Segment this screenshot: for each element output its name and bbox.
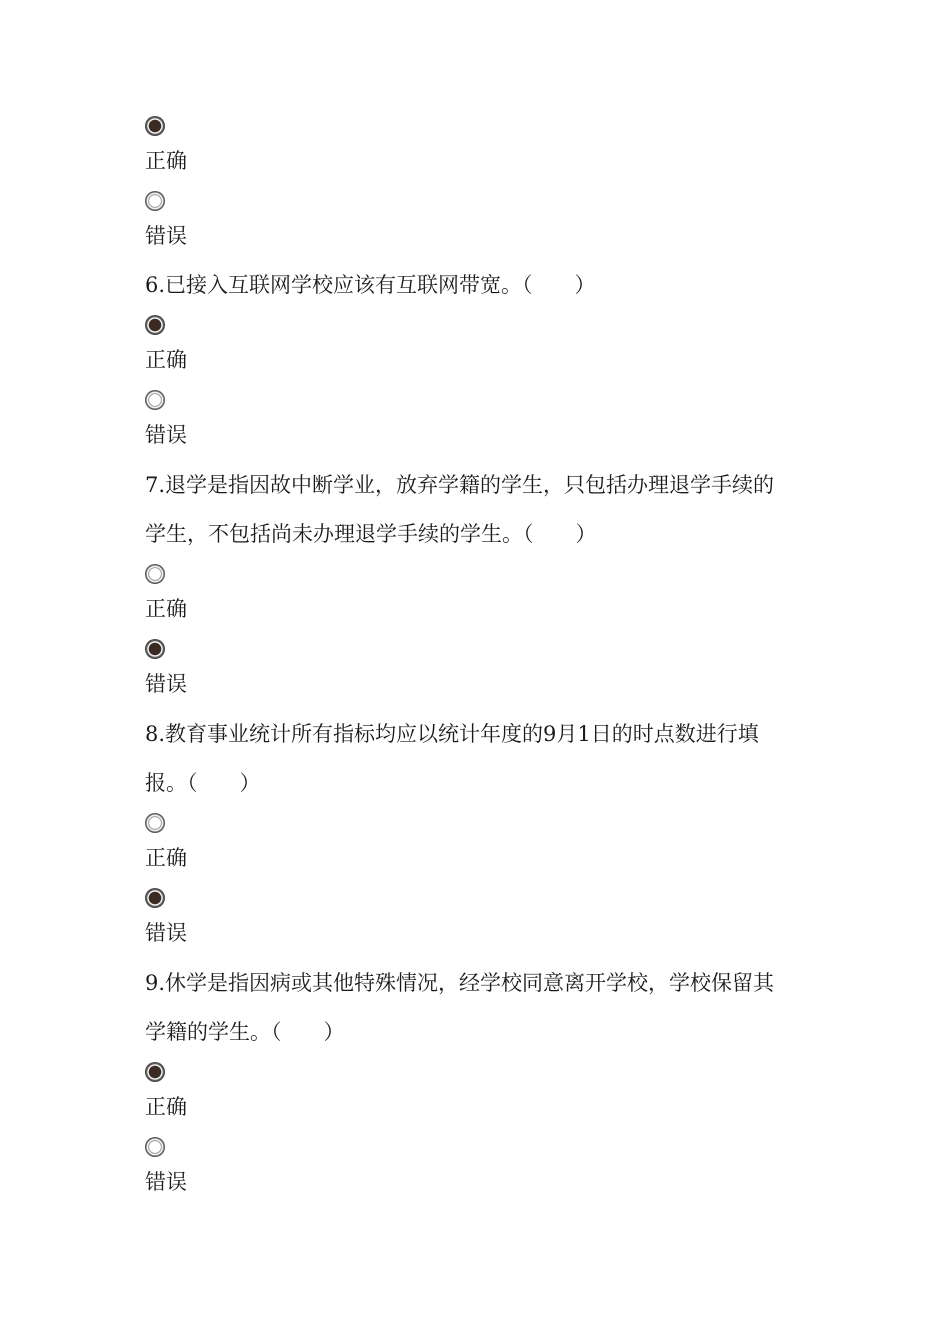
q7-text-line-1: 7.退学是指因故中断学业，放弃学籍的学生，只包括办理退学手续的: [145, 473, 775, 497]
q9-text-line-1: 9.休学是指因病或其他特殊情况，经学校同意离开学校，学校保留其: [145, 971, 775, 995]
q5-option-true-radio[interactable]: [145, 116, 165, 136]
q8-text-line-1: 8.教育事业统计所有指标均应以统计年度的9月1日的时点数进行填: [145, 722, 759, 746]
q5-option-true-label: 正确: [145, 149, 187, 173]
q9-option-false-radio[interactable]: [145, 1137, 165, 1157]
q6-option-false-radio[interactable]: [145, 390, 165, 410]
q7-option-true-radio[interactable]: [145, 564, 165, 584]
q8-option-true-label: 正确: [145, 846, 187, 870]
q6-option-true-radio[interactable]: [145, 315, 165, 335]
q9-text-line-2: 学籍的学生。（ ）: [145, 1020, 345, 1044]
q9-option-true-label: 正确: [145, 1095, 187, 1119]
q7-option-false-label: 错误: [145, 672, 187, 696]
q7-option-false-radio[interactable]: [145, 639, 165, 659]
q8-option-true-radio[interactable]: [145, 813, 165, 833]
q7-text-line-2: 学生，不包括尚未办理退学手续的学生。（ ）: [145, 522, 597, 546]
q6-option-false-label: 错误: [145, 423, 187, 447]
q6-option-true-label: 正确: [145, 348, 187, 372]
q8-option-false-radio[interactable]: [145, 888, 165, 908]
q5-option-false-label: 错误: [145, 224, 187, 248]
q5-option-false-radio[interactable]: [145, 191, 165, 211]
q9-option-true-radio[interactable]: [145, 1062, 165, 1082]
q6-text-line-1: 6.已接入互联网学校应该有互联网带宽。（ ）: [145, 273, 596, 297]
q9-option-false-label: 错误: [145, 1170, 187, 1194]
q7-option-true-label: 正确: [145, 597, 187, 621]
q8-text-line-2: 报。（ ）: [145, 771, 261, 795]
q8-option-false-label: 错误: [145, 921, 187, 945]
